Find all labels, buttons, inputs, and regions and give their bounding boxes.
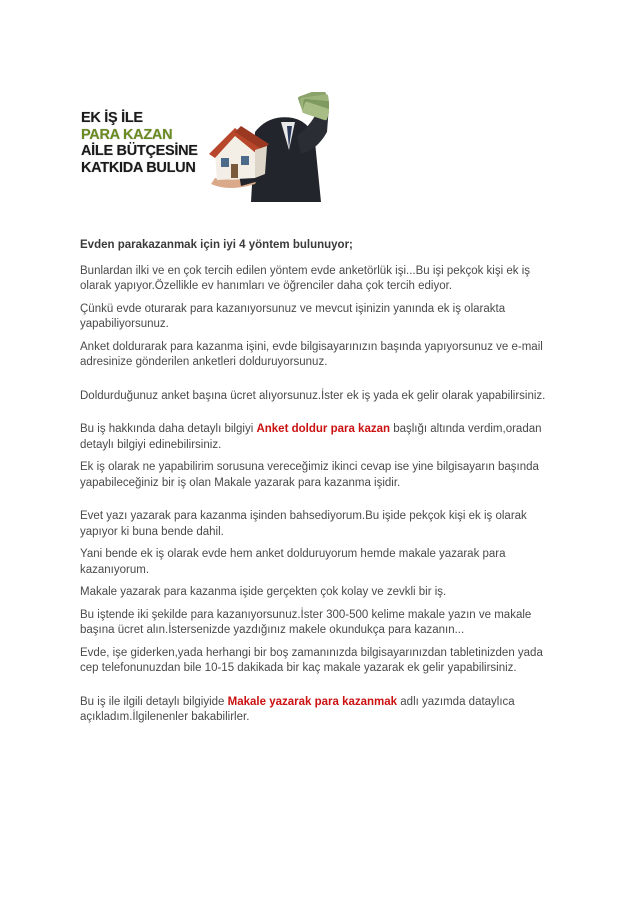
money-icon bbox=[297, 92, 329, 121]
paragraph-2: Çünkü evde oturarak para kazanıyorsunuz ve mevcut işinizin yanında ek iş olarakta yapabiliyorsunuz. bbox=[80, 302, 506, 330]
banner-image bbox=[79, 92, 329, 202]
paragraph-1: Bunlardan ilki ve en çok tercih edilen yöntem evde anketörlük işi...Bu işi pekçok kişi ek iş olarak yapıyor.Özellikle ev hanımları ve öğrenciler daha çok tercih ediyor. bbox=[80, 264, 530, 292]
banner-line-4: KATKIDA BULUN bbox=[81, 159, 196, 176]
banner-line-3: AİLE BÜTÇESİNE bbox=[81, 143, 198, 159]
article-body bbox=[80, 238, 560, 726]
paragraph-11: Evde, işe giderken,yada herhangi bir boş zamanınızda bilgisayarınızdan tabletinizden yada cep telefonunuzdan bile 10-15 dakikada bir kaç makale yazarak ek gelir yapabilirsiniz. bbox=[80, 646, 543, 674]
paragraph-8: Yani bende ek iş olarak evde hem anket dolduruyorum hemde makale yazarak para kazanıyorum. bbox=[80, 548, 506, 576]
article-heading: Evden parakazanmak için iyi 4 yöntem bulunuyor; bbox=[80, 239, 353, 251]
paragraph-9: Makale yazarak para kazanma işide gerçekten çok kolay ve zevkli bir iş. bbox=[80, 586, 447, 598]
paragraph-12 bbox=[80, 695, 560, 726]
link-makale-yazarak-para-kazanmak[interactable]: Makale yazarak para kazanmak bbox=[227, 695, 398, 708]
link-anket-doldur-para-kazan[interactable]: Anket doldur para kazan bbox=[256, 423, 391, 435]
paragraph-6: Ek iş olarak ne yapabilirim sorusuna vereceğimiz ikinci cevap ise yine bilgisayarın başında yapabileceğiniz bir iş olan Makale yazarak para kazanma işidir. bbox=[80, 461, 539, 489]
paragraph-10: Bu iştende iki şekilde para kazanıyorsunuz.İster 300-500 kelime makale yazın ve makale başına ücret alın.İstersenizde yazdığınız makele okundukça para kazanın... bbox=[80, 608, 532, 636]
paragraph-7: Evet yazı yazarak para kazanma işinden bahsediyorum.Bu işide pekçok kişi ek iş olarak yapıyor ki buna bende dahil. bbox=[80, 510, 527, 538]
businessman-house-money-illustration bbox=[189, 92, 329, 202]
paragraph-12-text-after: adlı yazımda dataylıca açıkladım.İlgilenenler bakabilirler. bbox=[80, 695, 515, 723]
paragraph-5-text-after: başlığı altında verdim,oradan detaylı bilgiyi edinebilirsiniz. bbox=[80, 423, 542, 451]
banner-line-2: PARA KAZAN bbox=[81, 126, 173, 143]
banner-title bbox=[81, 110, 198, 176]
paragraph-3: Anket doldurarak para kazanma işini, evde bilgisayarınızın başında yapıyorsunuz ve e-mail adresinize gönderilen anketleri dolduruyorsunuz. bbox=[80, 340, 543, 368]
paragraph-5 bbox=[80, 422, 560, 453]
paragraph-5-text-before: Bu iş hakkında daha detaylı bilgiyi bbox=[80, 423, 257, 435]
paragraph-4: Doldurduğunuz anket başına ücret alıyorsunuz.İster ek iş yada ek gelir olarak yapabilirsiniz. bbox=[80, 389, 546, 402]
banner-line-1: EK İŞ İLE bbox=[81, 110, 143, 126]
paragraph-12-text-before: Bu iş ile ilgili detaylı bilgiyide bbox=[80, 695, 228, 708]
